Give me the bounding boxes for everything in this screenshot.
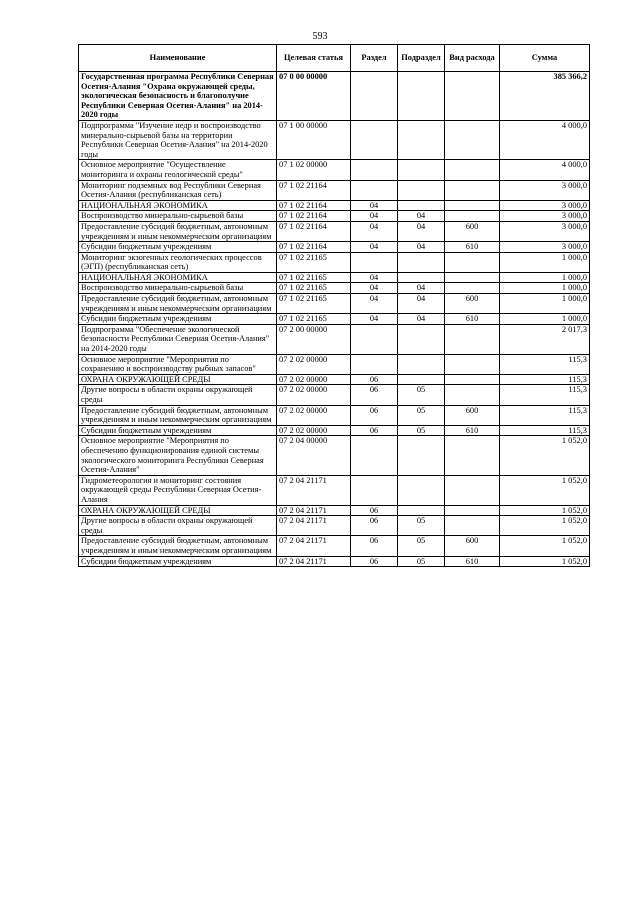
cell-expense-type: 600 [445, 294, 500, 314]
cell-sum: 385 366,2 [500, 72, 590, 121]
cell-subsection [398, 436, 445, 475]
cell-expense-type [445, 516, 500, 536]
cell-expense-type: 610 [445, 314, 500, 325]
cell-sum: 2 017,3 [500, 324, 590, 354]
cell-target: 07 1 02 21164 [277, 221, 351, 241]
table-row [79, 180, 590, 200]
header-section: Раздел [351, 45, 398, 72]
cell-name: Государственная программа Республики Северная Осетия-Алания "Охрана окружающей среды, экологическая безопасность и благополучие Республики Северная Осетия-Алания" на 2014-2020 годы [79, 72, 277, 121]
table-row [79, 120, 590, 159]
cell-expense-type: 600 [445, 405, 500, 425]
cell-sum: 3 000,0 [500, 242, 590, 253]
table-row [79, 200, 590, 211]
cell-subsection: 04 [398, 294, 445, 314]
cell-expense-type [445, 354, 500, 374]
cell-sum: 4 000,0 [500, 160, 590, 180]
cell-sum: 1 000,0 [500, 252, 590, 272]
cell-name: Субсидии бюджетным учреждениям [79, 242, 277, 253]
cell-subsection [398, 200, 445, 211]
cell-expense-type [445, 475, 500, 505]
cell-sum: 1 000,0 [500, 283, 590, 294]
cell-sum: 3 000,0 [500, 180, 590, 200]
header-sum: Сумма [500, 45, 590, 72]
cell-subsection [398, 180, 445, 200]
table-header-row [79, 45, 590, 72]
cell-name: Предоставление субсидий бюджетным, автономным учреждениям и иным некоммерческим организациям [79, 294, 277, 314]
cell-sum: 1 000,0 [500, 294, 590, 314]
cell-sum: 115,3 [500, 374, 590, 385]
cell-name: ОХРАНА ОКРУЖАЮЩЕЙ СРЕДЫ [79, 505, 277, 516]
cell-expense-type: 610 [445, 242, 500, 253]
cell-section [351, 436, 398, 475]
table-row [79, 324, 590, 354]
cell-name: Мониторинг подземных вод Республики Северная Осетия-Алания (республиканская сеть) [79, 180, 277, 200]
cell-target: 07 2 04 21171 [277, 475, 351, 505]
table-row [79, 405, 590, 425]
cell-expense-type [445, 72, 500, 121]
cell-subsection: 05 [398, 405, 445, 425]
cell-expense-type [445, 374, 500, 385]
cell-expense-type [445, 200, 500, 211]
cell-name: НАЦИОНАЛЬНАЯ ЭКОНОМИКА [79, 272, 277, 283]
cell-subsection: 04 [398, 314, 445, 325]
table-row [79, 536, 590, 556]
cell-sum: 1 000,0 [500, 272, 590, 283]
table-row [79, 294, 590, 314]
cell-sum: 115,3 [500, 354, 590, 374]
cell-expense-type [445, 283, 500, 294]
cell-sum: 1 052,0 [500, 475, 590, 505]
cell-target: 07 1 02 21165 [277, 294, 351, 314]
cell-subsection [398, 354, 445, 374]
cell-subsection: 05 [398, 385, 445, 405]
cell-target: 07 1 00 00000 [277, 120, 351, 159]
table-row [79, 252, 590, 272]
table-row [79, 272, 590, 283]
cell-subsection [398, 475, 445, 505]
cell-subsection: 05 [398, 556, 445, 567]
table-row [79, 516, 590, 536]
cell-expense-type [445, 160, 500, 180]
cell-section [351, 475, 398, 505]
cell-name: Основное мероприятие "Осуществление мониторинга и охраны геологической среды" [79, 160, 277, 180]
table-row [79, 374, 590, 385]
table-row [79, 283, 590, 294]
cell-section: 04 [351, 221, 398, 241]
cell-section: 04 [351, 314, 398, 325]
cell-section [351, 72, 398, 121]
cell-subsection [398, 72, 445, 121]
cell-subsection [398, 160, 445, 180]
cell-name: Предоставление субсидий бюджетным, автономным учреждениям и иным некоммерческим организациям [79, 536, 277, 556]
cell-sum: 115,3 [500, 405, 590, 425]
cell-sum: 1 052,0 [500, 516, 590, 536]
table-row [79, 72, 590, 121]
cell-expense-type [445, 120, 500, 159]
cell-section: 06 [351, 405, 398, 425]
cell-target: 07 1 02 21165 [277, 283, 351, 294]
page-number: 593 [312, 31, 328, 42]
cell-sum: 3 000,0 [500, 200, 590, 211]
cell-target: 07 1 02 21164 [277, 242, 351, 253]
cell-subsection: 04 [398, 283, 445, 294]
cell-target: 07 2 02 00000 [277, 374, 351, 385]
cell-name: Другие вопросы в области охраны окружающей среды [79, 385, 277, 405]
cell-section: 04 [351, 272, 398, 283]
cell-section: 04 [351, 283, 398, 294]
cell-target: 07 2 04 21171 [277, 556, 351, 567]
cell-section [351, 120, 398, 159]
cell-expense-type: 610 [445, 425, 500, 436]
cell-section [351, 324, 398, 354]
cell-name: Подпрограмма "Обеспечение экологической безопасности Республики Северная Осетия-Алания" на 2014-2020 годы [79, 324, 277, 354]
cell-name: Основное мероприятие "Мероприятия по сохранению и воспроизводству рыбных запасов" [79, 354, 277, 374]
table-row [79, 354, 590, 374]
cell-sum: 1 052,0 [500, 436, 590, 475]
cell-target: 07 1 02 21164 [277, 211, 351, 222]
table-row [79, 505, 590, 516]
cell-section: 06 [351, 385, 398, 405]
table-body [79, 72, 590, 567]
cell-target: 07 2 04 21171 [277, 505, 351, 516]
cell-expense-type: 610 [445, 556, 500, 567]
cell-sum: 4 000,0 [500, 120, 590, 159]
cell-target: 07 2 04 21171 [277, 536, 351, 556]
cell-target: 07 2 02 00000 [277, 354, 351, 374]
cell-target: 07 1 02 00000 [277, 160, 351, 180]
budget-table [78, 44, 590, 567]
cell-subsection: 05 [398, 516, 445, 536]
cell-name: Другие вопросы в области охраны окружающей среды [79, 516, 277, 536]
cell-expense-type [445, 505, 500, 516]
cell-section: 04 [351, 211, 398, 222]
table-row [79, 211, 590, 222]
cell-name: Воспроизводство минерально-сырьевой базы [79, 211, 277, 222]
cell-expense-type [445, 211, 500, 222]
cell-name: Основное мероприятие "Мероприятия по обеспечению функционирования единой системы экологического мониторинга Республики Северная Осетия-Алания" [79, 436, 277, 475]
table-row [79, 314, 590, 325]
cell-target: 07 2 02 00000 [277, 425, 351, 436]
cell-subsection: 05 [398, 425, 445, 436]
table-row [79, 385, 590, 405]
cell-subsection [398, 324, 445, 354]
cell-expense-type: 600 [445, 221, 500, 241]
cell-target: 07 1 02 21164 [277, 180, 351, 200]
cell-sum: 1 000,0 [500, 314, 590, 325]
cell-target: 07 1 02 21165 [277, 314, 351, 325]
cell-target: 07 1 02 21164 [277, 200, 351, 211]
cell-name: Субсидии бюджетным учреждениям [79, 425, 277, 436]
cell-sum: 1 052,0 [500, 556, 590, 567]
cell-expense-type [445, 385, 500, 405]
header-target: Целевая статья [277, 45, 351, 72]
cell-section: 06 [351, 556, 398, 567]
cell-name: Гидрометеорология и мониторинг состояния окружающей среды Республики Северная Осетия-Алания [79, 475, 277, 505]
cell-target: 07 2 00 00000 [277, 324, 351, 354]
cell-expense-type [445, 436, 500, 475]
cell-sum: 3 000,0 [500, 211, 590, 222]
table-row [79, 425, 590, 436]
cell-section: 06 [351, 516, 398, 536]
cell-name: ОХРАНА ОКРУЖАЮЩЕЙ СРЕДЫ [79, 374, 277, 385]
cell-subsection [398, 374, 445, 385]
table-row [79, 436, 590, 475]
cell-section: 06 [351, 505, 398, 516]
cell-name: Субсидии бюджетным учреждениям [79, 556, 277, 567]
cell-target: 07 1 02 21165 [277, 272, 351, 283]
cell-section: 06 [351, 425, 398, 436]
cell-section [351, 160, 398, 180]
cell-subsection [398, 272, 445, 283]
cell-name: Субсидии бюджетным учреждениям [79, 314, 277, 325]
cell-sum: 115,3 [500, 385, 590, 405]
cell-section: 04 [351, 200, 398, 211]
cell-expense-type [445, 272, 500, 283]
cell-name: Мониторинг экзогенных геологических процессов (ЭГП) (республиканская сеть) [79, 252, 277, 272]
cell-section: 04 [351, 294, 398, 314]
cell-subsection: 05 [398, 536, 445, 556]
cell-section: 06 [351, 536, 398, 556]
table-row [79, 475, 590, 505]
cell-subsection [398, 252, 445, 272]
cell-name: НАЦИОНАЛЬНАЯ ЭКОНОМИКА [79, 200, 277, 211]
cell-expense-type [445, 252, 500, 272]
cell-name: Воспроизводство минерально-сырьевой базы [79, 283, 277, 294]
cell-name: Подпрограмма "Изучение недр и воспроизводство минерально-сырьевой базы на территории Республики Северная Осетия-Алания" на 2014-2020 годы [79, 120, 277, 159]
cell-target: 07 0 00 00000 [277, 72, 351, 121]
cell-name: Предоставление субсидий бюджетным, автономным учреждениям и иным некоммерческим организациям [79, 221, 277, 241]
header-subsection: Подраздел [398, 45, 445, 72]
cell-sum: 1 052,0 [500, 536, 590, 556]
cell-target: 07 2 04 00000 [277, 436, 351, 475]
cell-sum: 3 000,0 [500, 221, 590, 241]
cell-section [351, 180, 398, 200]
cell-subsection: 04 [398, 242, 445, 253]
cell-subsection: 04 [398, 221, 445, 241]
cell-expense-type [445, 180, 500, 200]
header-expense-type: Вид расхода [445, 45, 500, 72]
cell-subsection [398, 120, 445, 159]
table-row [79, 242, 590, 253]
cell-target: 07 2 04 21171 [277, 516, 351, 536]
cell-target: 07 2 02 00000 [277, 385, 351, 405]
cell-target: 07 1 02 21165 [277, 252, 351, 272]
header-name: Наименование [79, 45, 277, 72]
cell-section: 06 [351, 374, 398, 385]
cell-target: 07 2 02 00000 [277, 405, 351, 425]
cell-sum: 115,3 [500, 425, 590, 436]
cell-expense-type: 600 [445, 536, 500, 556]
table-row [79, 160, 590, 180]
cell-section: 04 [351, 242, 398, 253]
cell-expense-type [445, 324, 500, 354]
cell-name: Предоставление субсидий бюджетным, автономным учреждениям и иным некоммерческим организациям [79, 405, 277, 425]
table-row [79, 221, 590, 241]
cell-section [351, 252, 398, 272]
cell-section [351, 354, 398, 374]
cell-subsection: 04 [398, 211, 445, 222]
cell-sum: 1 052,0 [500, 505, 590, 516]
cell-subsection [398, 505, 445, 516]
table-row [79, 556, 590, 567]
